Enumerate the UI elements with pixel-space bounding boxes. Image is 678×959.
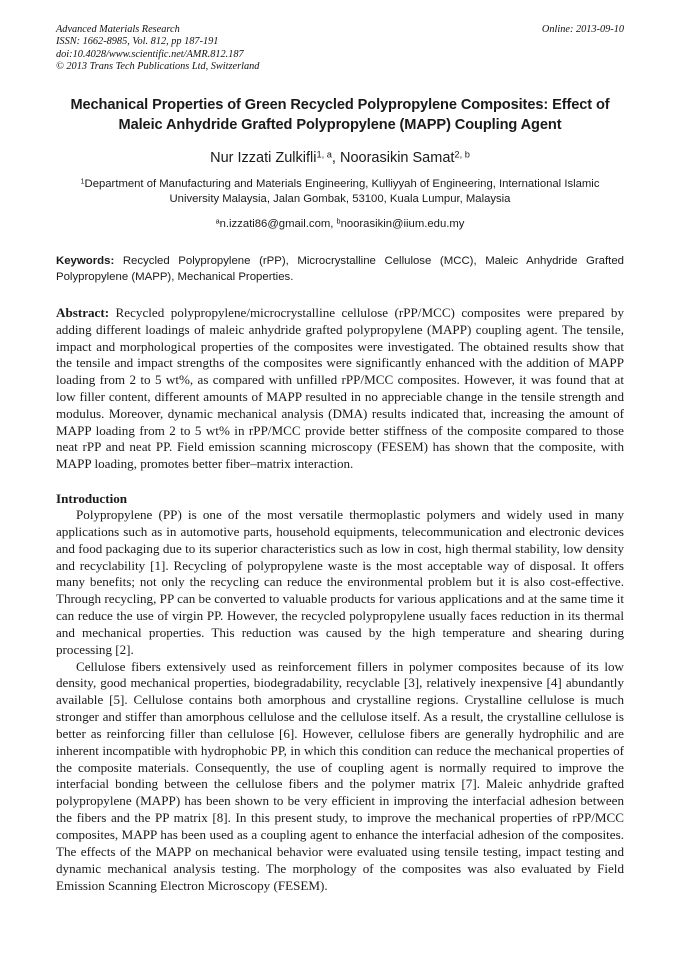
introduction-paragraph-1: Polypropylene (PP) is one of the most versatile thermoplastic polymers and widely used in many applications such as in automotive parts, household equipments, telecommunication and electronic devices and food packaging due to its superior characteristics such as low in cost, high thermal stability, low density and recyclability [1]. Recycling of polypropylene waste is the most acceptable way of disposal. It offers many benefits; not only the recycling can reduce the environmental problem but it is also cost-effective. Through recycling, PP can be converted to valuable products for various applications and at the same time it can reduce the use of virgin PP. However, the recycled polypropylene usually faces reduction in its thermal and mechanical properties. This reduction was caused by the high temperature and shearing during processing [2].: [56, 506, 624, 657]
section-heading-introduction: Introduction: [56, 490, 128, 506]
author-name-1: Nur Izzati Zulkifli: [210, 149, 317, 166]
author-separator: ,: [331, 149, 340, 166]
email-marker-a: a: [215, 216, 220, 226]
author-name-2: Noorasikin Samat: [339, 149, 455, 166]
copyright: © 2013 Trans Tech Publications Ltd, Switzerland: [56, 61, 260, 73]
email-address-1: n.izzati86@gmail.com,: [219, 217, 334, 230]
online-date: Online: 2013-09-10: [541, 24, 624, 35]
author-list: [56, 149, 624, 167]
author-affiliation-marker-1: 1, a: [316, 149, 332, 160]
email-marker-b: b: [336, 216, 341, 226]
author-emails: [56, 217, 624, 233]
abstract-block: [56, 305, 624, 473]
abstract-label: Abstract:: [56, 305, 110, 320]
keywords-text: Recycled Polypropylene (rPP), Microcrystalline Cellulose (MCC), Maleic Anhydride Grafted Polypropylene (MAPP), Mechanical Properties.: [56, 255, 624, 284]
journal-header: [56, 24, 624, 74]
email-address-2: noorasikin@iium.edu.my: [340, 217, 465, 230]
journal-name: Advanced Materials Research: [56, 24, 180, 35]
affiliation-marker: 1: [80, 176, 85, 186]
keywords-label: Keywords:: [56, 255, 115, 268]
introduction-paragraph-2: Cellulose fibers extensively used as reinforcement fillers in polymer composites because of its low density, good mechanical properties, biodegradability, recyclable [3], relatively inexpensive [4] abundantly available [5]. Cellulose contains both amorphous and crystalline regions. Crystalline cellulose is much stronger and stiffer than amorphous cellulose and the cellulose itself. As a result, the crystalline cellulose is better as reinforcing filler than cellulose [6]. However, cellulose fibers are generally hydrophilic and are inherent incompatible with hydrophobic PP, in which this condition can reduce the mechanical properties of the composite materials. Consequently, the use of coupling agent is normally required to improve the interfacial bonding between the cellulose fibers and the polymer matrix [7]. Maleic anhydride grafted polypropylene (MAPP) has been shown to be very efficient in improving the interfacial adhesion between the fibers and the PP matrix [8]. In this present study, to improve the mechanical properties of rPP/MCC composites, MAPP has been used as a coupling agent to enhance the interfacial adhesion of the composites. The effects of the MAPP on mechanical behavior were evaluated using tensile testing, impact testing and dynamic mechanical analysis testing. The morphology of the composites was also evaluated by Field Emission Scanning Electron Microscopy (FESEM).: [56, 658, 624, 893]
doi: doi:10.4028/www.scientific.net/AMR.812.187: [56, 48, 244, 60]
affiliation: [56, 177, 624, 208]
issn-volume-pages: ISSN: 1662-8985, Vol. 812, pp 187-191: [56, 36, 219, 48]
keywords-block: [56, 254, 624, 286]
author-affiliation-marker-2: 2, b: [454, 149, 470, 160]
affiliation-text: Department of Manufacturing and Materials Engineering, Kulliyyah of Engineering, International Islamic University Malaysia, Jalan Gombak, 53100, Kuala Lumpur, Malaysia: [84, 177, 600, 206]
abstract-text: Recycled polypropylene/microcrystalline cellulose (rPP/MCC) composites were prepared by adding different loadings of maleic anhydride grafted polypropylene (MAPP) coupling agent. The tensile, impact and morphological properties of the composites were investigated. The obtained results show that the tensile and impact strengths of the composites were significantly enhanced with the addition of MAPP loading from 2 to 5 wt%, as compared with unfilled rPP/MCC composites. However, it was found that at low filler content, different amounts of MAPP resulted in no appreciable change in the tensile strength and modulus. Moreover, dynamic mechanical analysis (DMA) results indicated that, increasing the amount of MAPP loading from 2 to 5 wt% in rPP/MCC provide better stiffness of the composite compared to those neat rPP and neat PP. Field emission scanning microscopy (FESEM) has shown that the composite, with MAPP loading, promotes better fiber–matrix interaction.: [56, 305, 624, 472]
page-title: Mechanical Properties of Green Recycled Polypropylene Composites: Effect of Maleic Anhydride Grafted Polypropylene (MAPP) Coupling Agent: [70, 96, 610, 133]
